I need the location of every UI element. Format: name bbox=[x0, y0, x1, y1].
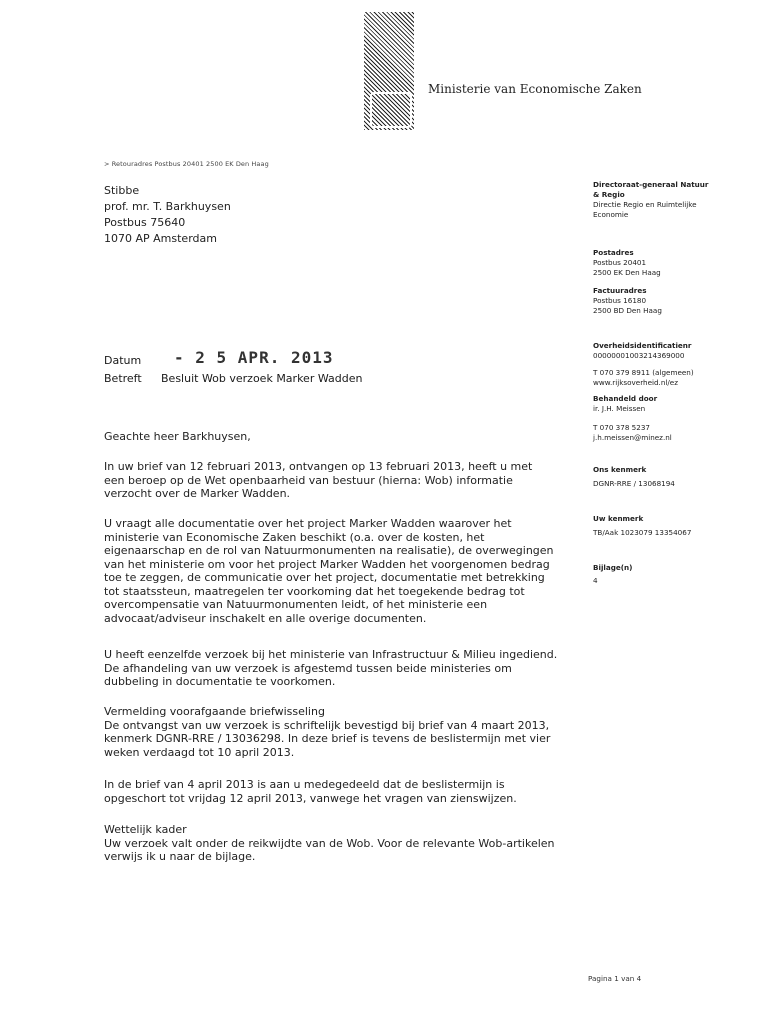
date-stamp: - 2 5 APR. 2013 bbox=[174, 348, 334, 367]
section-heading: Wettelijk kader bbox=[104, 823, 187, 836]
ministry-name: Ministerie van Economische Zaken bbox=[428, 82, 642, 96]
directorate-sub: Economie bbox=[593, 210, 629, 219]
our-reference-value: DGNR-RRE / 13068194 bbox=[593, 479, 675, 488]
invoice-address-label: Factuuradres bbox=[593, 286, 647, 295]
handler-phone: T 070 378 5237 bbox=[593, 423, 650, 432]
text-line: toe te zeggen, de communicatie over het project, documentatie met betrekking bbox=[104, 571, 545, 584]
our-reference-label: Ons kenmerk bbox=[593, 465, 647, 474]
invoice-address-block bbox=[593, 286, 743, 316]
page-number: Pagina 1 van 4 bbox=[588, 974, 642, 983]
text-line: verzocht over de Marker Wadden. bbox=[104, 487, 291, 500]
postal-address-line: Postbus 20401 bbox=[593, 258, 647, 267]
recipient-line: prof. mr. T. Barkhuysen bbox=[104, 200, 231, 213]
text-line: U heeft eenzelfde verzoek bij het ministerie van Infrastructuur & Milieu ingediend. bbox=[104, 648, 558, 661]
paragraph-2 bbox=[104, 517, 584, 625]
handled-by-name: ir. J.H. Meissen bbox=[593, 404, 646, 413]
invoice-address-line: 2500 BD Den Haag bbox=[593, 306, 662, 315]
attachments-count: 4 bbox=[593, 576, 598, 585]
paragraph-5 bbox=[104, 778, 584, 805]
website-link: www.rijksoverheid.nl/ez bbox=[593, 378, 679, 387]
text-line: een beroep op de Wet openbaarheid van bestuur (hierna: Wob) informatie bbox=[104, 473, 513, 487]
invoice-address-line: Postbus 16180 bbox=[593, 296, 647, 305]
recipient-address bbox=[104, 183, 231, 247]
handler-contact-block bbox=[593, 423, 743, 443]
attachments-label: Bijlage(n) bbox=[593, 563, 633, 572]
oin-value: 00000001003214369000 bbox=[593, 351, 685, 360]
text-line: In uw brief van 12 februari 2013, ontvangen op 13 februari 2013, heeft u met bbox=[104, 460, 533, 473]
text-line: verwijs ik u naar de bijlage. bbox=[104, 850, 256, 863]
recipient-line: 1070 AP Amsterdam bbox=[104, 232, 217, 245]
subject-label: Betreft bbox=[104, 372, 142, 385]
paragraph-1 bbox=[104, 460, 584, 501]
text-line: overcompensatie van Natuurmonumenten leidt, of het ministerie een bbox=[104, 598, 488, 611]
handled-by-block bbox=[593, 394, 743, 414]
general-phone: T 070 379 8911 (algemeen) bbox=[593, 368, 694, 377]
postal-address-block bbox=[593, 248, 743, 278]
date-label: Datum bbox=[104, 354, 142, 367]
postal-address-line: 2500 EK Den Haag bbox=[593, 268, 661, 277]
text-line: ministerie van Economische Zaken beschikt (o.a. over de kosten, het bbox=[104, 530, 485, 544]
text-line: tot staatssteun, maatregelen ter voorkoming dat het toegekende bedrag tot bbox=[104, 584, 525, 598]
text-line: weken verdaagd tot 10 april 2013. bbox=[104, 745, 295, 759]
text-line: In de brief van 4 april 2013 is aan u medegedeeld dat de beslistermijn is bbox=[104, 778, 505, 791]
section-heading: Vermelding voorafgaande briefwisseling bbox=[104, 705, 325, 718]
contact-block bbox=[593, 368, 743, 388]
your-reference-block bbox=[593, 514, 743, 538]
your-reference-label: Uw kenmerk bbox=[593, 514, 644, 523]
attachments-block bbox=[593, 563, 743, 586]
directorate-block bbox=[593, 180, 743, 220]
handler-email: j.h.meissen@minez.nl bbox=[593, 433, 672, 442]
oin-block bbox=[593, 341, 743, 361]
recipient-line: Postbus 75640 bbox=[104, 216, 186, 229]
text-line: U vraagt alle documentatie over het project Marker Wadden waarover het bbox=[104, 517, 512, 530]
directorate-sub: Directie Regio en Ruimtelijke bbox=[593, 200, 697, 209]
oin-label: Overheidsidentificatienr bbox=[593, 341, 692, 350]
paragraph-6 bbox=[104, 823, 584, 864]
text-line: kenmerk DGNR-RRE / 13036298. In deze brief is tevens de beslistermijn met vier bbox=[104, 732, 551, 745]
text-line: opgeschort tot vrijdag 12 april 2013, vanwege het vragen van zienswijzen. bbox=[104, 791, 517, 805]
text-line: De afhandeling van uw verzoek is afgestemd tussen beide ministeries om bbox=[104, 661, 512, 675]
text-line: advocaat/adviseur inschakelt en alle overige documenten. bbox=[104, 611, 427, 625]
text-line: van het ministerie om voor het project Marker Wadden het voorgenomen bedrag bbox=[104, 557, 550, 571]
text-line: De ontvangst van uw verzoek is schriftelijk bevestigd bij brief van 4 maart 2013, bbox=[104, 718, 550, 732]
paragraph-4 bbox=[104, 705, 584, 759]
return-address: > Retouradres Postbus 20401 2500 EK Den Haag bbox=[104, 160, 269, 168]
directorate-title: Directoraat-generaal Natuur bbox=[593, 180, 709, 189]
your-reference-value: TB/Aak 1023079 13354067 bbox=[593, 528, 692, 537]
recipient-line: Stibbe bbox=[104, 184, 140, 197]
date-row bbox=[104, 348, 334, 367]
text-line: dubbeling in documentatie te voorkomen. bbox=[104, 675, 336, 688]
coat-of-arms-icon bbox=[370, 92, 412, 128]
salutation-text: Geachte heer Barkhuysen, bbox=[104, 430, 251, 443]
salutation bbox=[104, 430, 584, 444]
text-line: eigenaarschap en de rol van Natuurmonumenten na realisatie), de overwegingen bbox=[104, 544, 554, 557]
text-line: Uw verzoek valt onder de reikwijdte van de Wob. Voor de relevante Wob-artikelen bbox=[104, 836, 555, 850]
subject-value: Besluit Wob verzoek Marker Wadden bbox=[161, 372, 363, 385]
postal-address-label: Postadres bbox=[593, 248, 634, 257]
handled-by-label: Behandeld door bbox=[593, 394, 658, 403]
subject-row bbox=[104, 372, 363, 385]
directorate-title: & Regio bbox=[593, 190, 625, 199]
our-reference-block bbox=[593, 465, 743, 489]
paragraph-3 bbox=[104, 648, 584, 689]
